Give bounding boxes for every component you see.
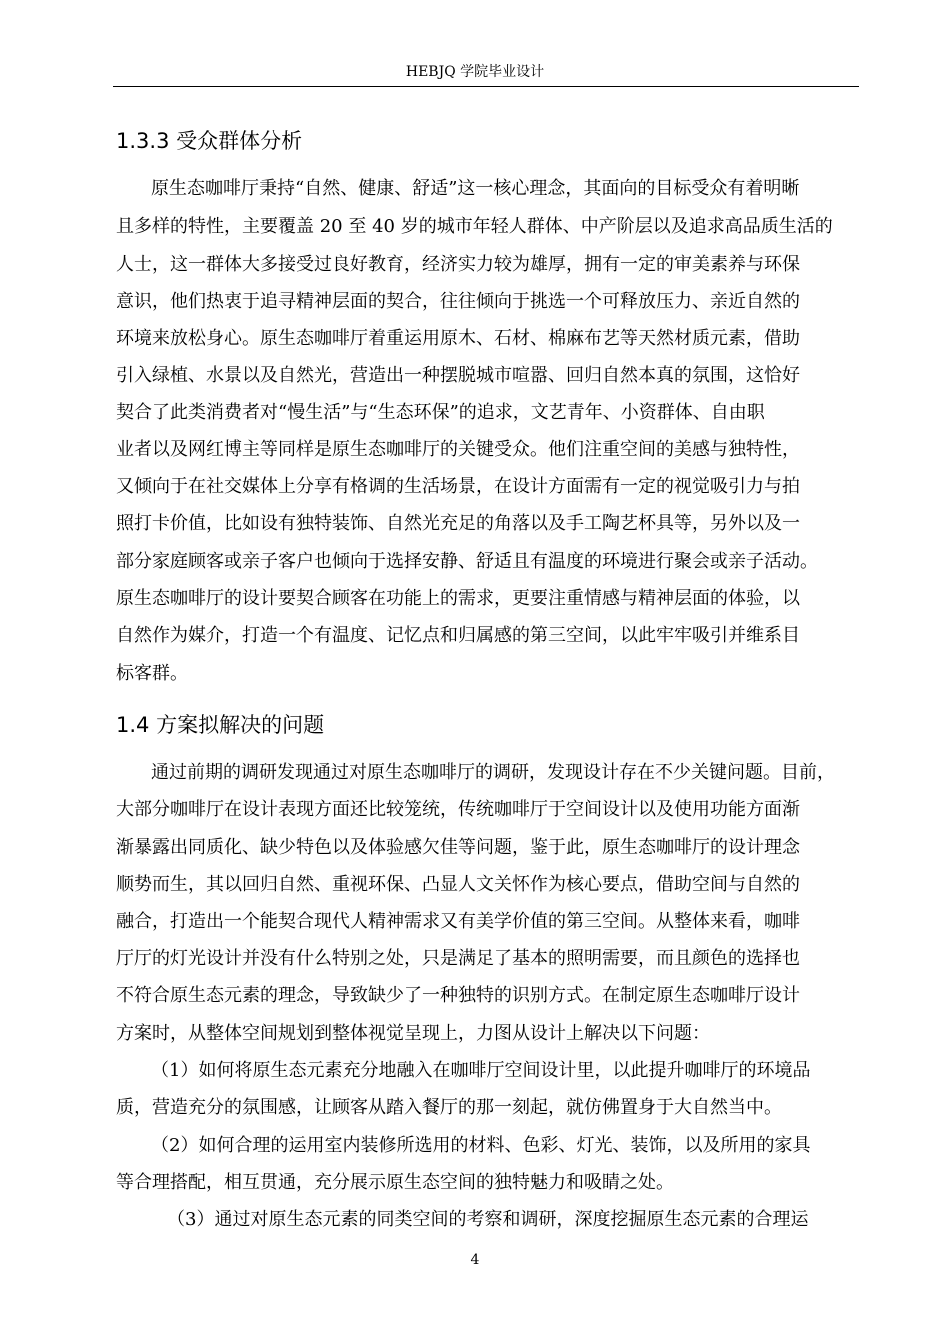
list-item-line: 质，营造充分的氛围感，让顾客从踏入餐厅的那一刻起，就仿佛置身于大自然当中。 [116,1097,782,1118]
list-item-line: （1）如何将原生态元素充分地融入在咖啡厅空间设计里，以此提升咖啡厅的环境品 [151,1060,811,1081]
paragraph-line: 方案时，从整体空间规划到整体视觉呈现上，力图从设计上解决以下问题： [116,1023,710,1044]
paragraph-line: 照打卡价值，比如设有独特装饰、自然光充足的角落以及手工陶艺杯具等，另外以及一 [116,513,800,534]
paragraph-line: 顺势而生，其以回归自然、重视环保、凸显人文关怀作为核心要点，借助空间与自然的 [116,874,800,895]
paragraph-line: 且多样的特性，主要覆盖 20 至 40 岁的城市年轻人群体、中产阶层以及追求高品质生活的 [116,216,833,237]
paragraph-line: 不符合原生态元素的理念，导致缺少了一种独特的识别方式。在制定原生态咖啡厅设计 [116,985,800,1006]
list-item-line: （3）通过对原生态元素的同类空间的考察和调研，深度挖掘原生态元素的合理运 [167,1209,809,1230]
paragraph-line: 通过前期的调研发现通过对原生态咖啡厅的调研，发现设计存在不少关键问题。目前， [151,762,835,783]
paragraph-line: 意识，他们热衷于追寻精神层面的契合，往往倾向于挑选一个可释放压力、亲近自然的 [116,291,800,312]
paragraph-line: 引入绿植、水景以及自然光，营造出一种摆脱城市喧嚣、回归自然本真的氛围，这恰好 [116,365,800,386]
paragraph-line: 业者以及网红博主等同样是原生态咖啡厅的关键受众。他们注重空间的美感与独特性， [116,439,800,460]
paragraph-line: 厅厅的灯光设计并没有什么特别之处，只是满足了基本的照明需要，而且颜色的选择也 [116,948,800,969]
paragraph-line: 渐暴露出同质化、缺少特色以及体验感欠佳等问题，鉴于此，原生态咖啡厅的设计理念 [116,837,800,858]
list-item-line: （2）如何合理的运用室内装修所选用的材料、色彩、灯光、装饰，以及所用的家具 [151,1135,811,1156]
page-header-title: HEBJQ 学院毕业设计 [405,64,545,80]
paragraph-line: 环境来放松身心。原生态咖啡厅着重运用原木、石材、棉麻布艺等天然材质元素，借助 [116,328,800,349]
list-item-line: 等合理搭配，相互贯通，充分展示原生态空间的独特魅力和吸睛之处。 [116,1172,674,1193]
header-divider [113,86,859,87]
paragraph-line: 契合了此类消费者对“慢生活”与“生态环保”的追求，文艺青年、小资群体、自由职 [116,402,765,423]
paragraph-line: 大部分咖啡厅在设计表现方面还比较笼统，传统咖啡厅于空间设计以及使用功能方面渐 [116,799,800,820]
section-heading-1-4: 1.4 方案拟解决的问题 [116,713,325,737]
paragraph-line: 原生态咖啡厅的设计要契合顾客在功能上的需求，更要注重情感与精神层面的体验，以 [116,588,800,609]
paragraph-line: 融合，打造出一个能契合现代人精神需求又有美学价值的第三空间。从整体来看，咖啡 [116,911,800,932]
paragraph-line: 又倾向于在社交媒体上分享有格调的生活场景，在设计方面需有一定的视觉吸引力与拍 [116,476,800,497]
paragraph-line: 部分家庭顾客或亲子客户也倾向于选择安静、舒适且有温度的环境进行聚会或亲子活动。 [116,551,818,572]
paragraph-line: 人士，这一群体大多接受过良好教育，经济实力较为雄厚，拥有一定的审美素养与环保 [116,254,800,275]
page-number: 4 [470,1252,480,1268]
paragraph-line: 原生态咖啡厅秉持“自然、健康、舒适”这一核心理念，其面向的目标受众有着明晰 [151,178,800,199]
paragraph-line: 标客群。 [116,663,188,684]
paragraph-line: 自然作为媒介，打造一个有温度、记忆点和归属感的第三空间，以此牢牢吸引并维系目 [116,625,800,646]
section-heading-1-3-3: 1.3.3 受众群体分析 [116,129,303,153]
